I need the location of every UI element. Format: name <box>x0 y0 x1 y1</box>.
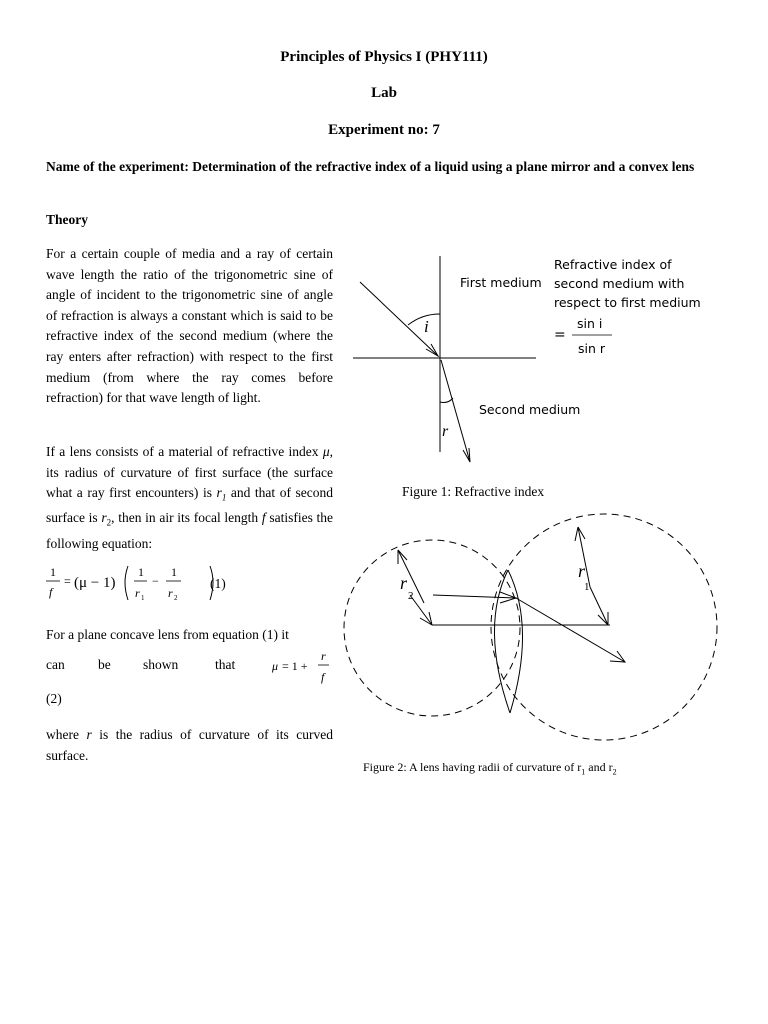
fig2-caption-a: Figure 2: A lens having radii of curvature of r <box>363 760 582 774</box>
word-shown: shown <box>143 657 179 672</box>
figure-2-lens-diagram <box>340 515 730 750</box>
fig2-caption-b: and r <box>585 760 613 774</box>
angle-i-label: i <box>424 317 429 336</box>
eq1-minus: − <box>152 574 159 588</box>
experiment-number: Experiment no: 7 <box>328 122 440 138</box>
r1-label-sub: 1 <box>584 581 590 593</box>
refractive-index-line-1: Refractive index of <box>554 257 672 272</box>
lab-heading: Lab <box>371 85 397 101</box>
p4-text-a: where <box>46 727 79 742</box>
figure-1-refraction-diagram <box>350 252 730 467</box>
p2-text-c: and that of second surface is <box>46 485 334 526</box>
eq2-denominator-f: f <box>321 670 325 684</box>
equation-1-number: (1) <box>210 576 226 591</box>
p2-text-d: , then in air its focal length <box>111 510 259 526</box>
lens-incident-ray <box>433 595 516 598</box>
eq2-mu: μ <box>272 659 279 673</box>
eq1-denominator-f: f <box>49 585 53 599</box>
equation-2-number: (2) <box>46 691 62 706</box>
eq1-numerator-one: 1 <box>50 565 56 579</box>
theory-paragraph-1: For a certain couple of media and a ray of certain wave length the ratio of the trigonometric sine of angle of incident to the trigonometric sine of angle of refraction is always a constant which is said to be refractive index of the second medium (where the ray enters after refraction) with respect to the first medium (from where the ray comes before refraction) for that wave length of light. <box>46 246 333 406</box>
f-symbol: f <box>261 510 266 526</box>
refracted-ray <box>441 360 470 462</box>
eq1-frac2-num: 1 <box>171 565 177 579</box>
figure-1-caption: Figure 1: Refractive index <box>402 484 545 499</box>
word-be: be <box>98 657 111 672</box>
eq1-frac1-num: 1 <box>138 565 144 579</box>
course-title: Principles of Physics I (PHY111) <box>280 49 488 65</box>
angle-r-arc <box>440 398 453 403</box>
p4-text-b: is the radius of curvature of its curved surface. <box>46 727 334 763</box>
r2-label: r <box>400 573 408 593</box>
r1-symbol: r <box>216 485 222 501</box>
word-that: that <box>215 657 236 672</box>
r2-label-sub: 2 <box>408 590 414 602</box>
p2-text-a: If a lens consists of a material of refractive index <box>46 444 319 459</box>
fig2-caption-sub2: 2 <box>612 767 617 777</box>
sin-r-label: sin r <box>578 341 606 356</box>
experiment-name: Name of the experiment: Determination of the refractive index of a liquid using a plane mirror and a convex lens <box>46 159 695 174</box>
eq2-numerator-r: r <box>321 649 326 663</box>
sin-i-label: sin i <box>577 316 603 331</box>
r1-label: r <box>578 561 586 581</box>
equation-1 <box>44 560 234 610</box>
fig2-caption-sub1: 1 <box>581 767 586 777</box>
circle-r1 <box>491 514 717 740</box>
figure-2-caption <box>363 760 617 776</box>
eq1-r1-sub: 1 <box>141 594 145 602</box>
p2-text-e: satisfies the following equation: <box>46 510 334 551</box>
p2-text-b: , its radius of curvature of first surface (the surface what a ray first encounters) is <box>46 444 334 501</box>
circle-r2 <box>344 540 520 716</box>
word-can: can <box>46 657 65 672</box>
refractive-index-equals: = <box>554 327 566 343</box>
theory-paragraph-4 <box>46 725 333 766</box>
eq1-r2-sub: 2 <box>174 594 178 602</box>
lens-refracted-ray <box>516 598 625 662</box>
second-medium-label: Second medium <box>479 402 581 417</box>
r2-subscript: 2 <box>106 518 112 529</box>
refractive-index-line-2: second medium with <box>554 276 685 291</box>
theory-paragraph-2 <box>46 442 333 554</box>
r1-subscript: 1 <box>221 492 227 503</box>
refractive-index-line-3: respect to first medium <box>554 295 701 310</box>
eq2-equals-one-plus: = 1 + <box>282 659 308 673</box>
eq1-r1: r <box>135 586 140 600</box>
eq1-equals: = <box>64 574 71 588</box>
theory-heading: Theory <box>46 212 88 227</box>
angle-r-label: r <box>442 423 449 440</box>
r2-symbol: r <box>101 510 107 526</box>
lens-right-surface <box>508 570 523 713</box>
eq1-r2: r <box>168 586 173 600</box>
mu-symbol: μ <box>322 444 330 459</box>
first-medium-label: First medium <box>460 275 542 290</box>
radius-r2-up-arrowhead <box>398 550 407 564</box>
r-symbol: r <box>86 727 92 742</box>
radius-r1-down <box>590 587 608 625</box>
eq1-mu-minus-one: (μ − 1) <box>74 575 116 591</box>
theory-paragraph-3: For a plane concave lens from equation (1) it <box>46 627 289 642</box>
equation-2 <box>268 648 338 690</box>
